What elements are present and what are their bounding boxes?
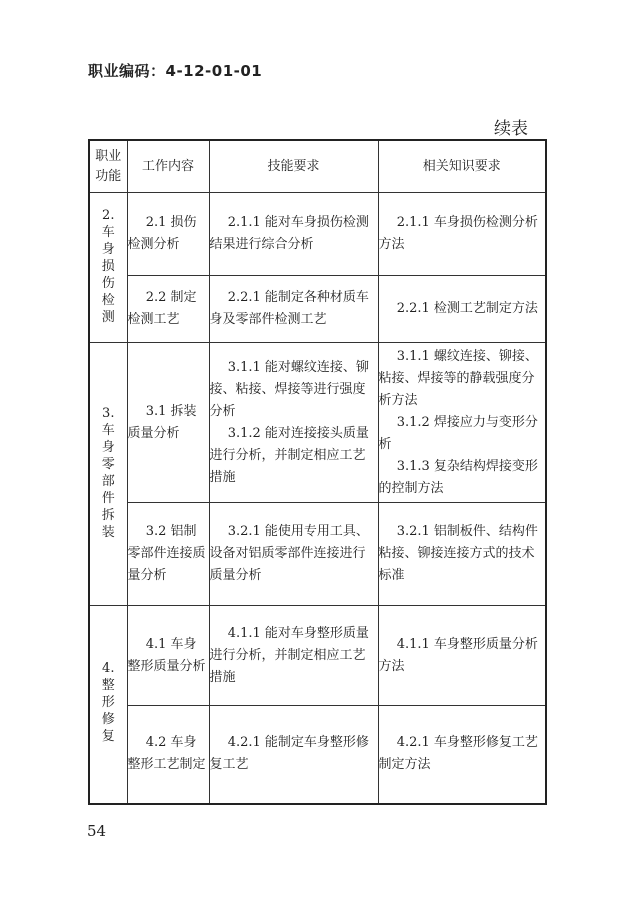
table-row [89, 503, 546, 606]
function-cell-damage-detection [89, 193, 127, 343]
skill-cell: 2.2.1 能制定各种材质车身及零部件检测工艺 [209, 276, 378, 343]
knowledge-cell: 4.1.1 车身整形质量分析方法 [378, 606, 546, 706]
function-label: 2. 车身损伤检测 [101, 207, 115, 325]
work-content-cell: 2.1 损伤检测分析 [127, 193, 209, 276]
occupation-code-label: 职业编码：4-12-01-01 [88, 62, 263, 80]
continued-table-label: 续表 [494, 119, 528, 139]
work-content-cell: 3.1 拆装质量分析 [127, 343, 209, 503]
table-row [89, 343, 546, 503]
function-cell-shaping-repair [89, 606, 127, 804]
function-label: 4. 整形修复 [101, 661, 115, 745]
header-skill-requirements: 技能要求 [209, 140, 378, 193]
skill-cell: 4.2.1 能制定车身整形修复工艺 [209, 706, 378, 804]
work-content-cell: 2.2 制定检测工艺 [127, 276, 209, 343]
function-label: 3. 车身零部件拆装 [101, 405, 115, 540]
page-number: 54 [87, 822, 107, 840]
table-row [89, 276, 546, 343]
skill-requirements-table [88, 139, 547, 805]
table-header-row [89, 140, 546, 193]
table-row [89, 193, 546, 276]
work-content-cell: 4.1 车身整形质量分析 [127, 606, 209, 706]
header-function: 职业功能 [89, 140, 127, 193]
knowledge-cell: 2.1.1 车身损伤检测分析方法 [378, 193, 546, 276]
knowledge-cell: 3.1.1 螺纹连接、铆接、粘接、焊接等的静载强度分析方法 3.1.2 焊接应力与变形分析 3.1.3 复杂结构焊接变形的控制方法 [378, 343, 546, 503]
work-content-cell: 4.2 车身整形工艺制定 [127, 706, 209, 804]
work-content-cell: 3.2 铝制零部件连接质量分析 [127, 503, 209, 606]
knowledge-cell: 3.2.1 铝制板件、结构件粘接、铆接连接方式的技术标准 [378, 503, 546, 606]
function-cell-parts-disassembly [89, 343, 127, 606]
knowledge-cell: 2.2.1 检测工艺制定方法 [378, 276, 546, 343]
skill-cell: 2.1.1 能对车身损伤检测结果进行综合分析 [209, 193, 378, 276]
header-work-content: 工作内容 [127, 140, 209, 193]
knowledge-cell: 4.2.1 车身整形修复工艺制定方法 [378, 706, 546, 804]
skill-cell: 3.2.1 能使用专用工具、设备对铝质零部件连接进行质量分析 [209, 503, 378, 606]
table-row [89, 706, 546, 804]
table-row [89, 606, 546, 706]
skill-cell: 4.1.1 能对车身整形质量进行分析，并制定相应工艺措施 [209, 606, 378, 706]
header-knowledge-requirements: 相关知识要求 [378, 140, 546, 193]
skill-cell: 3.1.1 能对螺纹连接、铆接、粘接、焊接等进行强度分析 3.1.2 能对连接接头质量进行分析，并制定相应工艺措施 [209, 343, 378, 503]
